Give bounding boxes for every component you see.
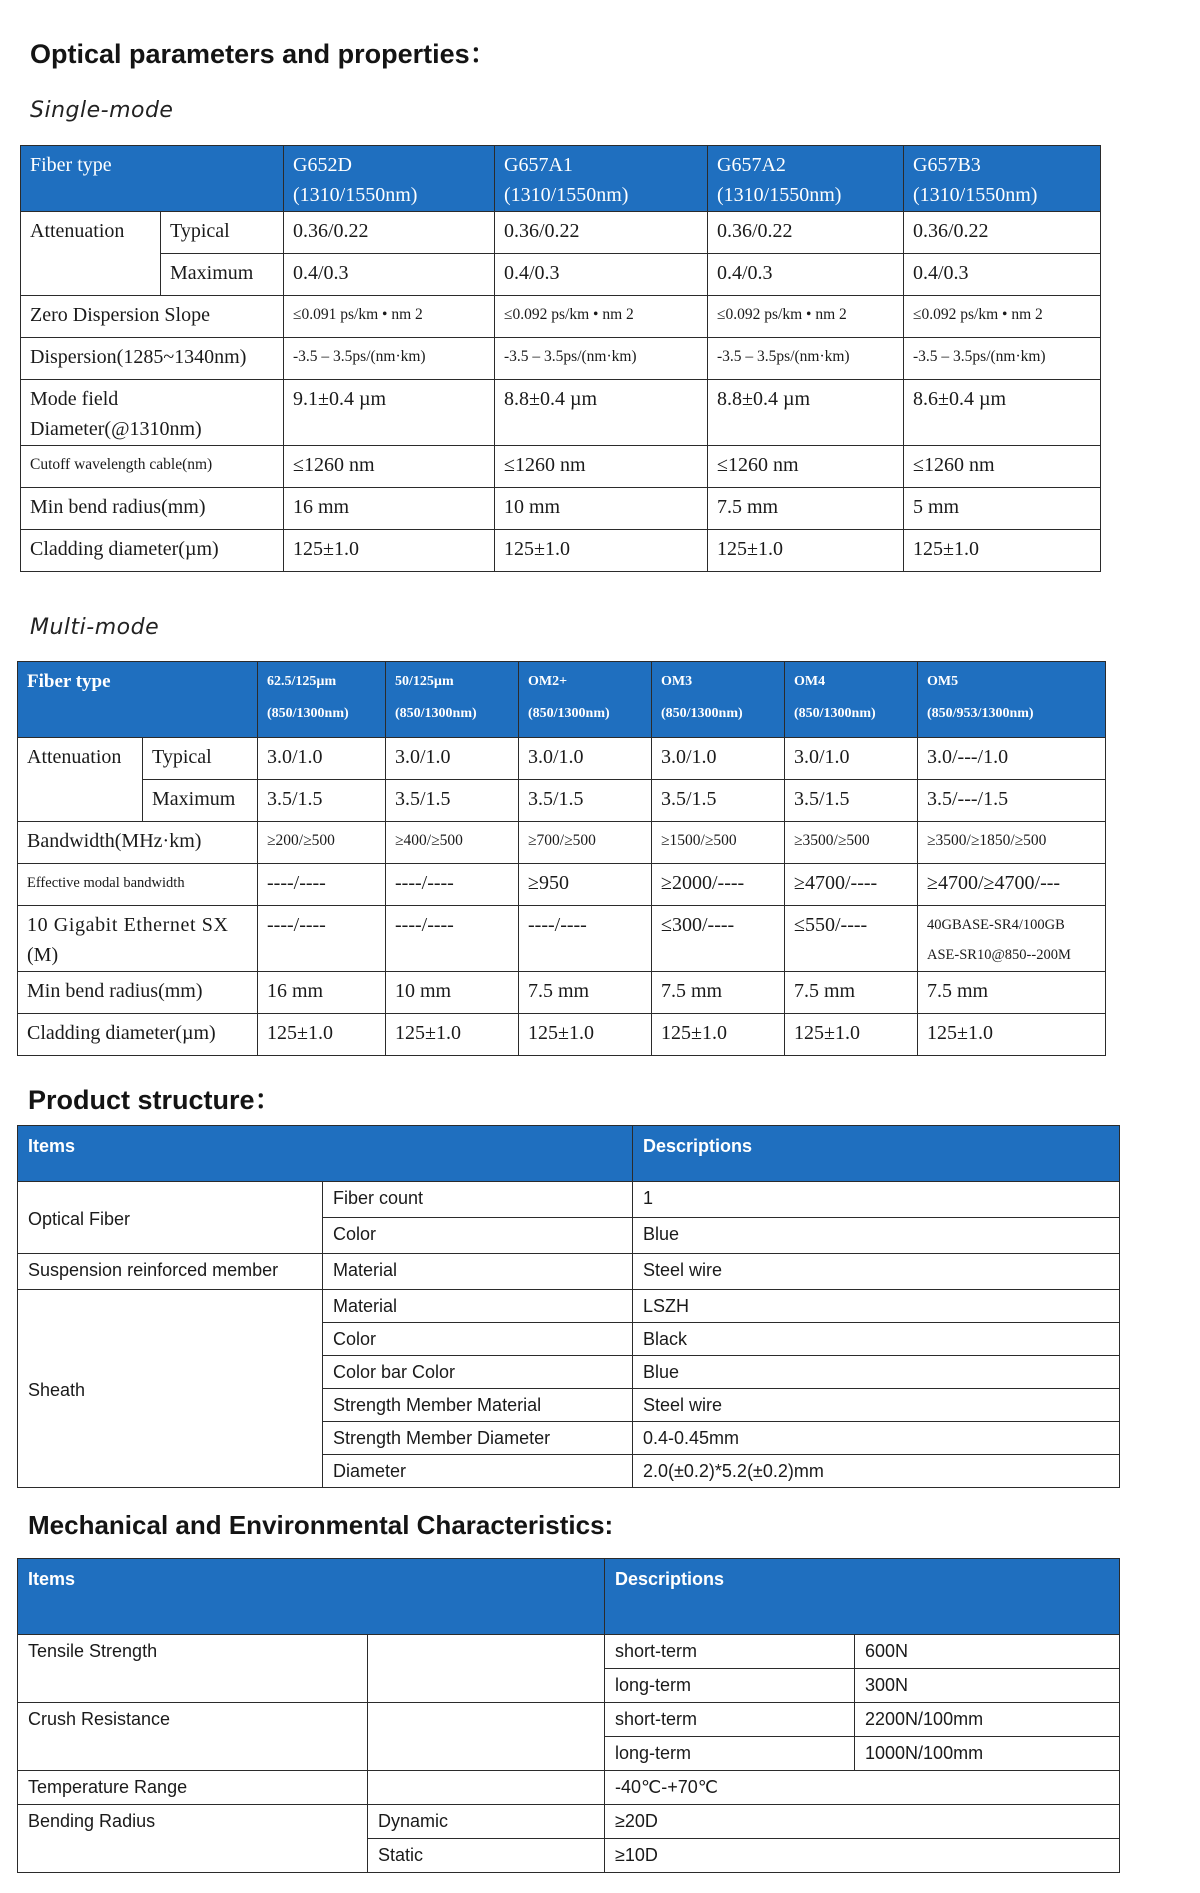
mechanical-table: [17, 1558, 1120, 1873]
product-cell: Strength Member Material: [323, 1389, 633, 1422]
single-cell: 125±1.0: [904, 530, 1101, 572]
single-cell: 0.4/0.3: [495, 254, 708, 296]
single-cell: 0.4/0.3: [904, 254, 1101, 296]
single-row-bend: [21, 488, 1101, 530]
multi-cell: 3.5/1.5: [519, 780, 652, 822]
single-header-g657b3: G657B3 (1310/1550nm): [904, 146, 1101, 212]
multi-row-maximum: [18, 780, 1106, 822]
single-disp-label: Dispersion(1285~1340nm): [21, 338, 284, 380]
single-cell: 8.8±0.4 µm: [708, 380, 904, 446]
product-cell: 0.4-0.45mm: [633, 1422, 1120, 1455]
mech-cell: Static: [368, 1839, 605, 1873]
mech-header-descriptions: Descriptions: [605, 1559, 1120, 1635]
mech-cell: Dynamic: [368, 1805, 605, 1839]
multi-header-row: [18, 662, 1106, 738]
single-header-row: [21, 146, 1101, 212]
product-cell: Blue: [633, 1218, 1120, 1254]
single-cell: 125±1.0: [708, 530, 904, 572]
multi-cell: 10 mm: [386, 972, 519, 1014]
product-optical-fiber: Optical Fiber: [18, 1182, 323, 1254]
single-row-mfd: [21, 380, 1101, 446]
single-cutoff-label: Cutoff wavelength cable(nm): [21, 446, 284, 488]
product-row: [18, 1182, 1120, 1218]
single-attenuation-label: Attenuation: [21, 212, 161, 296]
multi-header-om5: OM5 (850/953/1300nm): [918, 662, 1106, 738]
multi-cell: 3.5/1.5: [652, 780, 785, 822]
multi-cell: 3.5/1.5: [258, 780, 386, 822]
multi-cell: ----/----: [386, 906, 519, 972]
single-cell: 7.5 mm: [708, 488, 904, 530]
multi-mode-table: [17, 661, 1106, 1056]
mech-row: [18, 1805, 1120, 1839]
multi-header-fiber-type: Fiber type: [18, 662, 258, 738]
product-cell: Fiber count: [323, 1182, 633, 1218]
multi-cell: 7.5 mm: [785, 972, 918, 1014]
multi-cell: 3.0/1.0: [386, 738, 519, 780]
multi-cell: 3.0/1.0: [785, 738, 918, 780]
multi-cell: 125±1.0: [519, 1014, 652, 1056]
mech-cell: -40℃-+70℃: [605, 1771, 1120, 1805]
multi-cell: ≥4700/≥4700/---: [918, 864, 1106, 906]
single-cell: 8.8±0.4 µm: [495, 380, 708, 446]
single-cell: 0.36/0.22: [904, 212, 1101, 254]
single-cell: ≤1260 nm: [708, 446, 904, 488]
product-title: Product structure：: [28, 1085, 282, 1115]
single-bend-label: Min bend radius(mm): [21, 488, 284, 530]
single-row-zds: [21, 296, 1101, 338]
multi-cell: 16 mm: [258, 972, 386, 1014]
single-cell: ≤0.092 ps/km • nm 2: [904, 296, 1101, 338]
multi-row-ethernet: [18, 906, 1106, 972]
multi-cell: 3.5/1.5: [386, 780, 519, 822]
multi-cell: ≥1500/≥500: [652, 822, 785, 864]
product-header-items: Items: [18, 1126, 633, 1182]
product-cell: Color bar Color: [323, 1356, 633, 1389]
single-cell: 8.6±0.4 µm: [904, 380, 1101, 446]
single-cell: -3.5 – 3.5ps/(nm·km): [284, 338, 495, 380]
single-header-g657a1: G657A1 (1310/1550nm): [495, 146, 708, 212]
product-row: [18, 1254, 1120, 1290]
multi-cell: 125±1.0: [918, 1014, 1106, 1056]
single-cell: ≤0.092 ps/km • nm 2: [495, 296, 708, 338]
multi-cell: 3.5/1.5: [785, 780, 918, 822]
single-cell: ≤1260 nm: [495, 446, 708, 488]
mech-bending: Bending Radius: [18, 1805, 368, 1873]
multi-cell: ----/----: [386, 864, 519, 906]
product-cell: Black: [633, 1323, 1120, 1356]
multi-cell: ≥400/≥500: [386, 822, 519, 864]
mech-cell: long-term: [605, 1737, 855, 1771]
product-cell: Color: [323, 1323, 633, 1356]
multi-cell: ≥200/≥500: [258, 822, 386, 864]
mech-temp: Temperature Range: [18, 1771, 368, 1805]
single-header-g657a2: G657A2 (1310/1550nm): [708, 146, 904, 212]
multi-clad-label: Cladding diameter(µm): [18, 1014, 258, 1056]
multi-row-typical: [18, 738, 1106, 780]
multi-header-50: 50/125µm (850/1300nm): [386, 662, 519, 738]
multi-cell: ----/----: [258, 906, 386, 972]
single-typical-label: Typical: [161, 212, 284, 254]
single-row-cutoff: [21, 446, 1101, 488]
product-row: [18, 1290, 1120, 1323]
product-cell: Color: [323, 1218, 633, 1254]
product-cell: Diameter: [323, 1455, 633, 1488]
product-cell: LSZH: [633, 1290, 1120, 1323]
product-header-descriptions: Descriptions: [633, 1126, 1120, 1182]
single-cell: 125±1.0: [284, 530, 495, 572]
single-cell: -3.5 – 3.5ps/(nm·km): [904, 338, 1101, 380]
mech-row: [18, 1703, 1120, 1737]
single-mode-title: Single-mode: [30, 98, 174, 123]
product-suspension: Suspension reinforced member: [18, 1254, 323, 1290]
mech-header-items: Items: [18, 1559, 605, 1635]
optical-title: Optical parameters and properties：: [30, 39, 497, 69]
product-cell: Material: [323, 1290, 633, 1323]
single-cell: 0.4/0.3: [708, 254, 904, 296]
multi-cell: ≤550/----: [785, 906, 918, 972]
multi-cell: 125±1.0: [386, 1014, 519, 1056]
product-header-row: [18, 1126, 1120, 1182]
multi-header-om2plus: OM2+ (850/1300nm): [519, 662, 652, 738]
multi-cell: ≤300/----: [652, 906, 785, 972]
mech-cell: ≥10D: [605, 1839, 1120, 1873]
product-sheath: Sheath: [18, 1290, 323, 1488]
mech-empty: [368, 1703, 605, 1771]
single-cell: 0.36/0.22: [495, 212, 708, 254]
product-cell: Strength Member Diameter: [323, 1422, 633, 1455]
product-cell: Steel wire: [633, 1389, 1120, 1422]
single-header-fiber-type: Fiber type: [21, 146, 284, 212]
multi-cell: ----/----: [519, 906, 652, 972]
multi-row-cladding: [18, 1014, 1106, 1056]
single-row-cladding: [21, 530, 1101, 572]
mech-cell: long-term: [605, 1669, 855, 1703]
mech-header-row: [18, 1559, 1120, 1635]
multi-cell: ≥3500/≥500: [785, 822, 918, 864]
multi-cell: ≥700/≥500: [519, 822, 652, 864]
multi-cell: ≥4700/----: [785, 864, 918, 906]
single-cell: ≤0.092 ps/km • nm 2: [708, 296, 904, 338]
single-cell: ≤0.091 ps/km • nm 2: [284, 296, 495, 338]
single-row-dispersion: [21, 338, 1101, 380]
multi-cell: 7.5 mm: [652, 972, 785, 1014]
multi-eth-label: 10 Gigabit Ethernet SX (M): [18, 906, 258, 972]
mech-row: [18, 1635, 1120, 1669]
multi-cell: 7.5 mm: [519, 972, 652, 1014]
product-cell: 2.0(±0.2)*5.2(±0.2)mm: [633, 1455, 1120, 1488]
single-zds-label: Zero Dispersion Slope: [21, 296, 284, 338]
mech-cell: short-term: [605, 1703, 855, 1737]
multi-row-bend: [18, 972, 1106, 1014]
mech-cell: 2200N/100mm: [855, 1703, 1120, 1737]
single-mode-table: [20, 145, 1101, 572]
multi-cell: 3.5/---/1.5: [918, 780, 1106, 822]
multi-maximum-label: Maximum: [143, 780, 258, 822]
mech-row: [18, 1771, 1120, 1805]
multi-cell: 3.0/1.0: [258, 738, 386, 780]
product-cell: Blue: [633, 1356, 1120, 1389]
mech-crush: Crush Resistance: [18, 1703, 368, 1771]
multi-cell: ≥3500/≥1850/≥500: [918, 822, 1106, 864]
multi-cell: 7.5 mm: [918, 972, 1106, 1014]
single-clad-label: Cladding diameter(µm): [21, 530, 284, 572]
product-cell: Material: [323, 1254, 633, 1290]
single-cell: 125±1.0: [495, 530, 708, 572]
single-cell: 9.1±0.4 µm: [284, 380, 495, 446]
single-cell: 16 mm: [284, 488, 495, 530]
single-cell: 0.4/0.3: [284, 254, 495, 296]
single-cell: -3.5 – 3.5ps/(nm·km): [708, 338, 904, 380]
mech-cell: short-term: [605, 1635, 855, 1669]
single-cell: ≤1260 nm: [904, 446, 1101, 488]
product-cell: Steel wire: [633, 1254, 1120, 1290]
multi-cell: ----/----: [258, 864, 386, 906]
mech-empty: [368, 1635, 605, 1703]
multi-cell: 125±1.0: [652, 1014, 785, 1056]
mech-empty: [368, 1771, 605, 1805]
multi-header-om4: OM4 (850/1300nm): [785, 662, 918, 738]
multi-cell: 3.0/1.0: [519, 738, 652, 780]
single-mfd-label: Mode field Diameter(@1310nm): [21, 380, 284, 446]
multi-eth-om5: 40GBASE-SR4/100GB ASE-SR10@850--200M: [918, 906, 1106, 972]
mech-cell: 1000N/100mm: [855, 1737, 1120, 1771]
multi-cell: 125±1.0: [785, 1014, 918, 1056]
multi-header-om3: OM3 (850/1300nm): [652, 662, 785, 738]
single-cell: 10 mm: [495, 488, 708, 530]
multi-mode-title: Multi-mode: [30, 615, 160, 640]
multi-cell: ≥2000/----: [652, 864, 785, 906]
single-maximum-label: Maximum: [161, 254, 284, 296]
single-cell: -3.5 – 3.5ps/(nm·km): [495, 338, 708, 380]
multi-bend-label: Min bend radius(mm): [18, 972, 258, 1014]
single-cell: 5 mm: [904, 488, 1101, 530]
mechanical-title: Mechanical and Environmental Characteristics:: [28, 1510, 614, 1540]
product-structure-table: [17, 1125, 1120, 1488]
multi-cell: 3.0/---/1.0: [918, 738, 1106, 780]
mech-cell: 300N: [855, 1669, 1120, 1703]
multi-emb-label: Effective modal bandwidth: [18, 864, 258, 906]
multi-typical-label: Typical: [143, 738, 258, 780]
product-cell: 1: [633, 1182, 1120, 1218]
multi-cell: 125±1.0: [258, 1014, 386, 1056]
multi-attenuation-label: Attenuation: [18, 738, 143, 822]
single-cell: 0.36/0.22: [284, 212, 495, 254]
single-row-typical: [21, 212, 1101, 254]
multi-cell: ≥950: [519, 864, 652, 906]
mech-tensile: Tensile Strength: [18, 1635, 368, 1703]
single-cell: ≤1260 nm: [284, 446, 495, 488]
single-header-g652d: G652D (1310/1550nm): [284, 146, 495, 212]
mech-cell: 600N: [855, 1635, 1120, 1669]
multi-row-emb: [18, 864, 1106, 906]
single-row-maximum: [21, 254, 1101, 296]
multi-cell: 3.0/1.0: [652, 738, 785, 780]
multi-header-62: 62.5/125µm (850/1300nm): [258, 662, 386, 738]
multi-bw-label: Bandwidth(MHz·km): [18, 822, 258, 864]
mech-cell: ≥20D: [605, 1805, 1120, 1839]
single-cell: 0.36/0.22: [708, 212, 904, 254]
multi-row-bandwidth: [18, 822, 1106, 864]
